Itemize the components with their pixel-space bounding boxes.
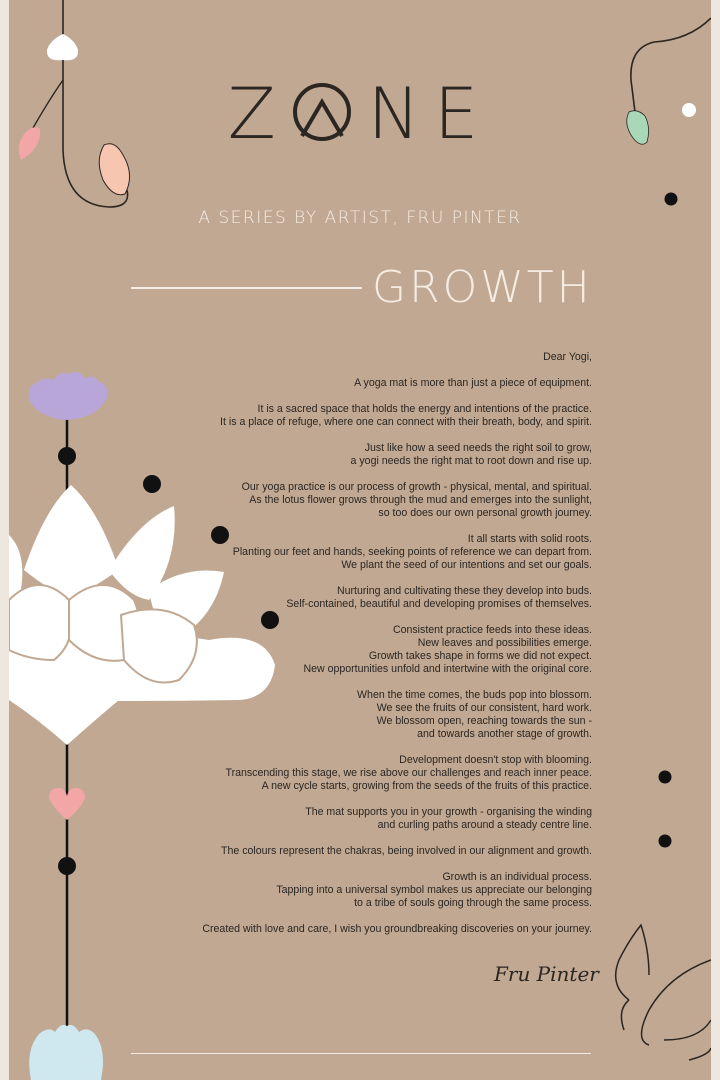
letter-paragraph: [172, 585, 592, 611]
letter-line: We blossom open, reaching towards the sun -: [376, 715, 592, 727]
letter-line: Self-contained, beautiful and developing promises of themselves.: [286, 598, 592, 610]
letter-line: A yoga mat is more than just a piece of equipment.: [354, 377, 592, 389]
letter-line: New leaves and possibilities emerge.: [417, 637, 592, 649]
letter-paragraph: [172, 377, 592, 390]
brand-logo: [9, 74, 711, 154]
letter-line: a yogi needs the right mat to root down and rise up.: [350, 455, 592, 467]
letter-line: and curling paths around a steady centre line.: [377, 819, 592, 831]
lotus-flower-icon: [29, 372, 108, 420]
letter-line: Created with love and care, I wish you groundbreaking discoveries on your journey.: [202, 923, 592, 935]
letter-line: Dear Yogi,: [543, 351, 592, 363]
letter-line: Growth is an individual process.: [442, 871, 592, 883]
letter-paragraph: [172, 481, 592, 520]
letter-paragraph: [172, 806, 592, 832]
letter-line: Our yoga practice is our process of growth - physical, mental, and spiritual.: [241, 481, 592, 493]
letter-line: Development doesn't stop with blooming.: [399, 754, 592, 766]
letter-line: and towards another stage of growth.: [417, 728, 592, 740]
letter-paragraph: [172, 845, 592, 858]
artist-signature: Fru Pinter: [494, 962, 599, 986]
letter-line: It is a place of refuge, where one can connect with their breath, body, and spirit.: [220, 416, 592, 428]
letter-paragraph: [172, 754, 592, 793]
subtitle: A SERIES BY ARTIST, FRU PINTER: [198, 208, 522, 228]
heart-icon: [47, 34, 78, 60]
bottom-divider: [131, 1053, 591, 1054]
letter-paragraph: [172, 403, 592, 429]
letter-paragraph: [172, 533, 592, 572]
letter-paragraph: [172, 871, 592, 910]
section-title: GROWTH: [372, 262, 593, 313]
logo-o-triangle-icon: [290, 80, 354, 144]
letter-line: The colours represent the chakras, being involved in our alignment and growth.: [221, 845, 592, 857]
letter-line: Growth takes shape in forms we did not expect.: [368, 650, 592, 662]
letter-paragraph: [172, 351, 592, 364]
letter-paragraph: [172, 689, 592, 741]
letter-body: [172, 351, 592, 949]
poster-page: [9, 0, 711, 1080]
logo-letter-n: N: [367, 73, 435, 155]
letter-line: Transcending this stage, we rise above our challenges and reach inner peace.: [225, 767, 592, 779]
letter-line: A new cycle starts, growing from the seeds of the fruits of this practice.: [261, 780, 592, 792]
letter-line: to a tribe of souls going through the same process.: [354, 897, 592, 909]
letter-line: The mat supports you in your growth - organising the winding: [305, 806, 592, 818]
leaf-bud-icon: [29, 1025, 103, 1080]
letter-line: As the lotus flower grows through the mud and emerges into the sunlight,: [249, 494, 592, 506]
letter-paragraph: [172, 624, 592, 676]
letter-line: so too does our own personal growth journey.: [378, 507, 592, 519]
letter-line: Consistent practice feeds into these ideas.: [392, 624, 592, 636]
letter-line: New opportunities unfold and intertwine with the original core.: [303, 663, 592, 675]
letter-paragraph: [172, 442, 592, 468]
letter-line: When the time comes, the buds pop into blossom.: [357, 689, 592, 701]
letter-paragraph: [172, 923, 592, 936]
letter-line: We see the fruits of our consistent, hard work.: [376, 702, 592, 714]
letter-line: We plant the seed of our intentions and set our goals.: [341, 559, 592, 571]
letter-line: Just like how a seed needs the right soil to grow,: [364, 442, 592, 454]
logo-letter-e: E: [434, 73, 493, 155]
letter-line: It is a sacred space that holds the energy and intentions of the practice.: [257, 403, 592, 415]
logo-letter-z: Z: [227, 73, 290, 155]
title-divider: [131, 287, 362, 289]
letter-line: It all starts with solid roots.: [467, 533, 592, 545]
letter-line: Nurturing and cultivating these they develop into buds.: [336, 585, 592, 597]
letter-line: Planting our feet and hands, seeking points of reference we can depart from.: [232, 546, 592, 558]
bird-icon: [616, 925, 711, 1060]
letter-line: Tapping into a universal symbol makes us appreciate our belonging: [276, 884, 592, 896]
